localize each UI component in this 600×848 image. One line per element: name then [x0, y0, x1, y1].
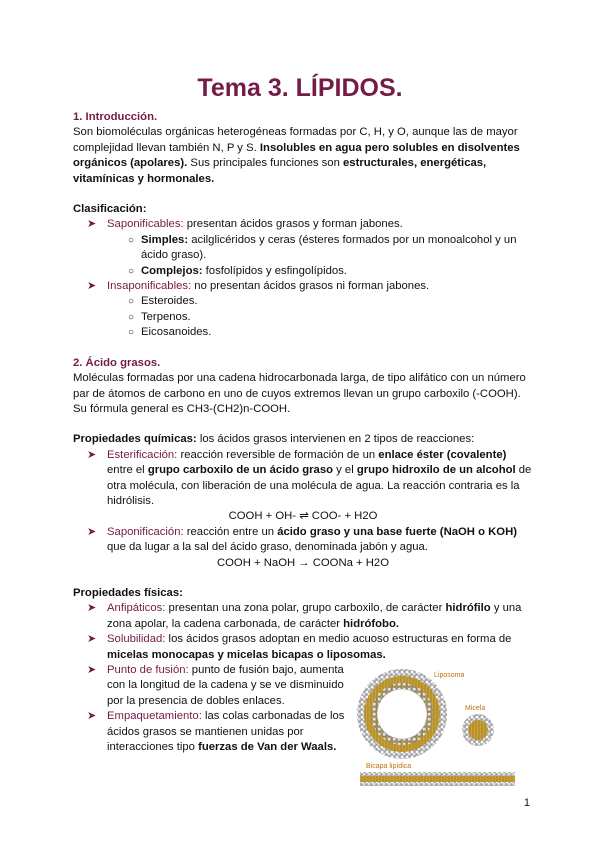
arrow-bullet-icon: ➤: [87, 218, 97, 231]
arrow-bullet-icon: ➤: [87, 448, 97, 461]
bullet-bold: grupo carboxilo de un ácido graso: [147, 464, 333, 477]
bullet-text: no presentan ácidos grasos ni forman jabones.: [191, 280, 430, 293]
quimicas-paragraph: [73, 432, 533, 447]
lipid-structures-illustration: [352, 662, 522, 787]
acidos-paragraph: Moléculas formadas por una cadena hidrocarbonada larga, de tipo alifático con un número par de átomos de carbono en uno de cuyos extremos llevan un grupo carboxilo (-COOH). Su fórmula general es CH3-(CH2)n-COOH.: [73, 372, 526, 415]
sub-simples: [73, 233, 533, 264]
circle-bullet-icon: ○: [128, 311, 135, 323]
circle-bullet-icon: ○: [128, 234, 135, 246]
bullet-anfipaticos: [73, 601, 533, 632]
sub-complejos: [73, 264, 533, 279]
section-heading-intro: 1. Introducción.: [73, 111, 158, 123]
bullet-text: las colas carbonadas de los ácidos grasos se mantienen unidas por interacciones tipo: [107, 710, 345, 754]
page-title: Tema 3. LÍPIDOS.: [197, 74, 403, 102]
arrow-bullet-icon: ➤: [87, 710, 97, 723]
sub-text: Eicosanoides.: [141, 326, 212, 339]
sub-label: Simples:: [141, 233, 189, 246]
intro-bold: Insolubles en agua pero solubles en disolventes orgánicos (apolares).: [73, 141, 520, 170]
section-heading-acidos: 2. Ácido grasos.: [73, 356, 161, 369]
arrow-bullet-icon: ➤: [87, 664, 97, 676]
page-number: 1: [523, 797, 530, 809]
quimicas-heading-text: los ácidos grasos intervienen en 2 tipos de reacciones:: [196, 433, 475, 446]
document-body: [73, 110, 533, 755]
clasificacion-heading: Clasificación:: [73, 203, 147, 216]
sub-text: acilglicéridos y ceras (ésteres formados por un monoalcohol y un ácido graso).: [141, 233, 517, 262]
bullet-bold: fuerzas de Van der Waals.: [198, 741, 337, 754]
sub-item: [73, 294, 533, 309]
formula-saponificacion: COOH + NaOH → COONa + H2O: [216, 556, 389, 569]
bullet-label: Solubilidad:: [107, 633, 166, 646]
formula-esterificacion: COOH + OH- ⇌ COO- + H2O: [228, 510, 378, 523]
circle-bullet-icon: ○: [128, 327, 135, 339]
liposome-graphic: [357, 669, 447, 759]
bullet-bold: ácido graso y una base fuerte (NaOH o KOH): [277, 525, 517, 538]
bullet-saponificables: [73, 217, 533, 232]
sub-text: fosfolípidos y esfingolípidos.: [202, 264, 347, 277]
bicapa-label: Bicapa lipídica: [366, 763, 412, 770]
quimicas-heading: Propiedades químicas:: [73, 433, 197, 446]
bullet-text: que da lugar a la sal del ácido graso, denominada jabón y agua.: [107, 541, 428, 554]
sub-item: [73, 325, 533, 340]
arrow-bullet-icon: ➤: [87, 280, 97, 293]
liposoma-label: Liposoma: [434, 672, 465, 679]
intro-text: Son biomoléculas orgánicas heterogéneas formadas por C, H, y O, aunque las de mayor complejidad llevan también N, P y S.: [73, 126, 518, 154]
bullet-bold: hidrófilo: [445, 602, 491, 615]
bullet-text: y una zona apolar, la cadena carbonada, de carácter: [107, 602, 522, 630]
bullet-solubilidad: [73, 632, 533, 663]
circle-bullet-icon: ○: [128, 296, 135, 308]
bullet-text: reacción reversible de formación de un: [177, 448, 379, 461]
bullet-insaponificables: [73, 279, 533, 294]
bullet-text: presentan una zona polar, grupo carboxilo, de carácter: [165, 602, 446, 615]
bullet-text: entre el: [107, 464, 148, 477]
arrow-bullet-icon: ➤: [87, 525, 97, 538]
bullet-bold: grupo hidroxilo de un alcohol: [356, 464, 516, 477]
bullet-text: reacción entre un: [183, 525, 278, 538]
sub-item: [73, 310, 533, 325]
bullet-text: punto de fusión bajo, aumenta con la longitud de la cadena y se ve disminuido por la presencia de dobles enlaces.: [107, 664, 344, 707]
sub-text: Esteroides.: [141, 295, 198, 308]
intro-text-2: Sus principales funciones son: [187, 157, 344, 170]
bullet-label: Saponificables:: [107, 218, 184, 231]
bullet-text: los ácidos grasos adoptan en medio acuoso estructuras en forma de: [165, 633, 512, 646]
arrow-bullet-icon: ➤: [87, 602, 97, 615]
fisicas-heading: Propiedades físicas:: [73, 586, 183, 599]
bullet-label: Insaponificables:: [107, 280, 192, 293]
intro-bold-2: estructurales, energéticas, vitamínicas y hormonales.: [73, 157, 487, 185]
bullet-bold: micelas monocapas y micelas bicapas o liposomas.: [107, 648, 386, 661]
bullet-label: Anfipáticos:: [107, 602, 166, 615]
arrow-bullet-icon: ➤: [87, 633, 97, 646]
bullet-empaquetamiento: [73, 709, 352, 755]
bullet-punto-fusion: [73, 663, 352, 709]
bullet-esterificacion: [73, 448, 533, 510]
bullet-label: Empaquetamiento:: [107, 710, 202, 723]
bullet-bold: hidrófobo.: [343, 617, 399, 630]
bullet-text: presentan ácidos grasos y forman jabones.: [183, 218, 403, 231]
circle-bullet-icon: ○: [128, 265, 135, 277]
sub-label: Complejos:: [141, 264, 203, 277]
micelle-graphic: [462, 714, 494, 746]
intro-paragraph: [73, 125, 533, 187]
bullet-text: de otra molécula, con liberación de una molécula de agua. La reacción contraria es la hidrólisis.: [107, 464, 532, 507]
bilayer-graphic: [360, 772, 515, 786]
bullet-bold: enlace éster (covalente): [378, 448, 507, 461]
micela-label: Micela: [465, 705, 486, 712]
bullet-label: Saponificación:: [107, 525, 184, 538]
sub-text: Terpenos.: [141, 310, 191, 323]
bullet-label: Esterificación:: [107, 448, 178, 461]
bullet-saponificacion: [73, 525, 533, 556]
bullet-text: y el: [333, 464, 357, 477]
bullet-label: Punto de fusión:: [107, 664, 189, 676]
